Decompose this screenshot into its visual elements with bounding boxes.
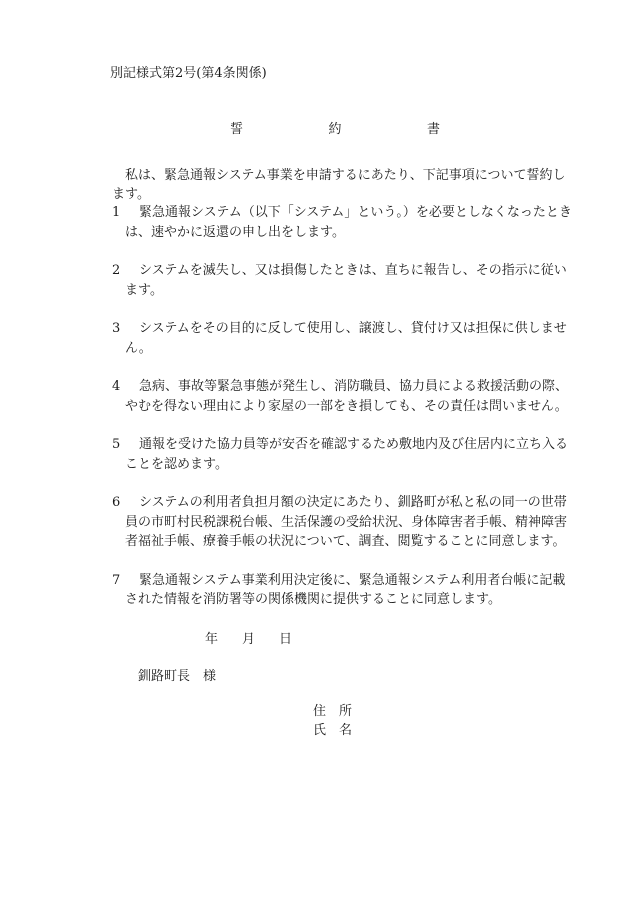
item-number: 4	[112, 379, 121, 394]
address-label: 住 所	[313, 704, 353, 719]
pledge-items-list	[112, 203, 572, 629]
title-char: 書	[426, 122, 440, 137]
item-text: システムをその目的に反して使用し、譲渡し、貸付け又は担保に供しません。	[125, 321, 567, 356]
pledge-item	[112, 319, 572, 358]
item-number: 7	[112, 572, 121, 588]
pledge-item	[112, 493, 572, 552]
title-char: 誓	[230, 122, 244, 137]
item-number: 2	[112, 263, 121, 278]
form-label: 別記様式第2号(第4条関係)	[110, 66, 267, 81]
item-number: 3	[112, 321, 121, 336]
item-text: システムの利用者負担月額の決定にあたり、釧路町が私と私の同一の世帯員の市町村民税課税台帳、生活保護の受給状況、身体障害者手帳、精神障害者福祉手帳、療養手帳の状況について、調査、閲覧することに同意します。	[125, 495, 568, 549]
item-text: 通報を受けた協力員等が安否を確認するため敷地内及び住居内に立ち入ることを認めます。	[125, 437, 569, 472]
addressee	[138, 665, 216, 684]
document-title	[230, 118, 440, 137]
pledge-item	[112, 435, 572, 474]
item-text: 緊急通報システム（以下「システム」という。）を必要としなくなったときは、速やかに返還の申し出をします。	[125, 205, 572, 240]
pledge-item	[112, 377, 572, 416]
pledge-item	[112, 203, 572, 242]
date-year: 年	[205, 632, 219, 647]
item-number: 6	[112, 495, 121, 510]
addressee-honorific: 様	[203, 669, 217, 684]
item-number: 1	[112, 205, 121, 220]
pledge-item	[112, 261, 572, 300]
date-line	[205, 628, 292, 647]
addressee-name: 釧路町長	[138, 669, 191, 684]
item-text: 急病、事故等緊急事態が発生し、消防職員、協力員による救援活動の際、やむを得ない理由により家屋の一部をき損しても、その責任は問いません。	[125, 379, 569, 414]
date-month: 月	[242, 632, 256, 647]
item-text: システムを滅失し、又は損傷したときは、直ちに報告し、その指示に従います。	[125, 263, 567, 298]
date-day: 日	[279, 632, 293, 647]
intro-paragraph: 私は、緊急通報システム事業を申請するにあたり、下記事項について誓約します。	[112, 168, 566, 202]
title-char: 約	[328, 122, 342, 137]
item-number: 5	[112, 437, 121, 452]
item-text: 緊急通報システム事業利用決定後に、緊急通報システム利用者台帳に記載された情報を消防署等の関係機関に提供することに同意します。	[125, 572, 566, 607]
pledge-item	[112, 571, 572, 610]
signer-block	[313, 702, 352, 740]
name-label: 氏 名	[313, 723, 353, 738]
